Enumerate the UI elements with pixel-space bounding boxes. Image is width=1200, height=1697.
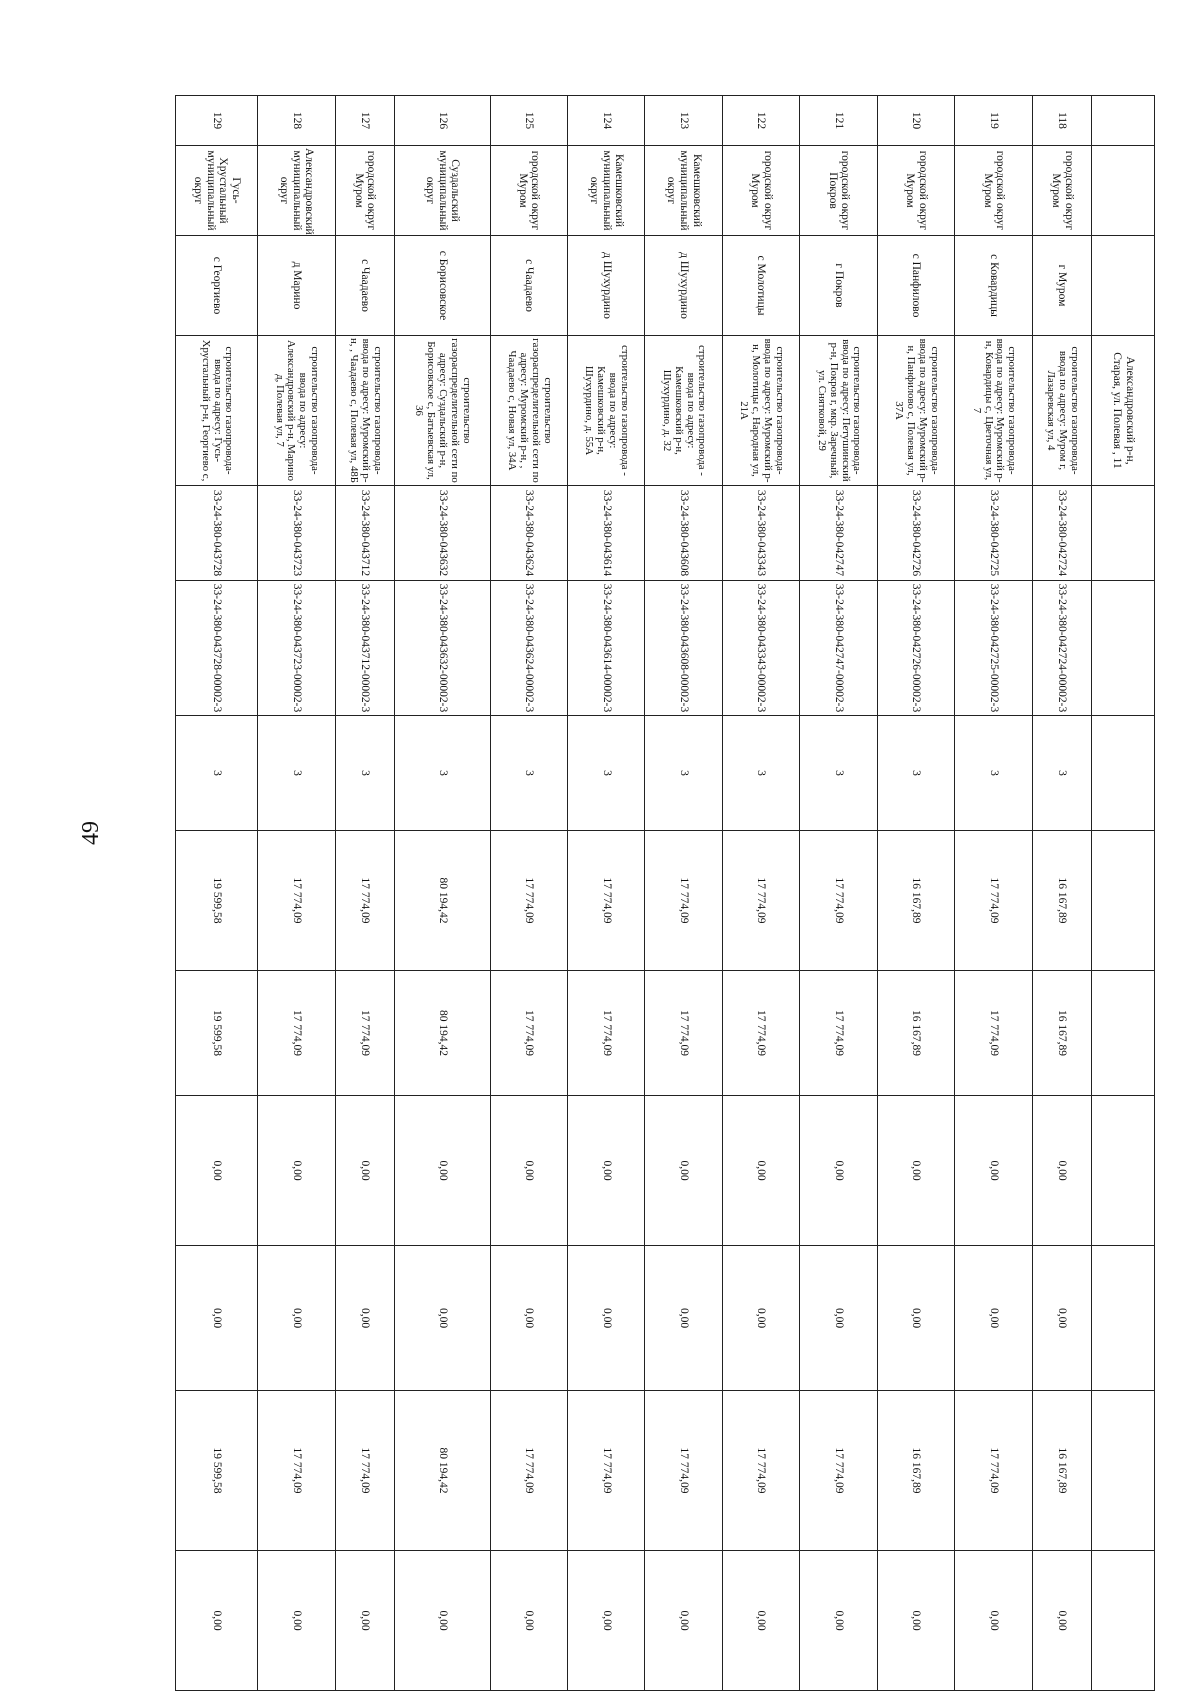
object-code-cell: 33-24-380-043723-00002-3 <box>258 581 335 716</box>
table-cell <box>1092 236 1155 336</box>
amount-4-cell: 0,00 <box>955 1246 1032 1391</box>
amount-5-cell: 80 194,42 <box>394 1391 490 1551</box>
page-number: 49 <box>78 821 104 845</box>
cadastre-number-cell: 33-24-380-043608 <box>645 486 722 581</box>
cadastre-number-cell: 33-24-380-042724 <box>1032 486 1091 581</box>
table-cell <box>1092 486 1155 581</box>
category-cell: 3 <box>568 716 645 831</box>
cadastre-number-cell: 33-24-380-043728 <box>176 486 258 581</box>
cadastre-number-cell: 33-24-380-042747 <box>800 486 877 581</box>
amount-2-cell: 16 167,89 <box>877 971 954 1096</box>
row-number-cell: 121 <box>800 96 877 146</box>
row-number-cell: 128 <box>258 96 335 146</box>
amount-6-cell: 0,00 <box>490 1551 567 1691</box>
amount-2-cell: 17 774,09 <box>645 971 722 1096</box>
amount-6-cell: 0,00 <box>258 1551 335 1691</box>
header-fragment: Александровский р-н, Старая, ул. Полевая , 11 <box>1092 336 1155 486</box>
settlement-cell: д Марино <box>258 236 335 336</box>
row-number-cell: 122 <box>722 96 799 146</box>
settlement-cell: с Молотицы <box>722 236 799 336</box>
municipality-cell: Александровский муниципальный округ <box>258 146 335 236</box>
cadastre-number-cell: 33-24-380-042725 <box>955 486 1032 581</box>
amount-2-cell: 17 774,09 <box>490 971 567 1096</box>
amount-3-cell: 0,00 <box>955 1096 1032 1246</box>
amount-2-cell: 17 774,09 <box>568 971 645 1096</box>
amount-total-cell: 17 774,09 <box>568 831 645 971</box>
object-code-cell: 33-24-380-043608-00002-3 <box>645 581 722 716</box>
settlement-cell: с Чаадаево <box>335 236 394 336</box>
municipality-cell: городской округ Муром <box>490 146 567 236</box>
row-number-cell: 129 <box>176 96 258 146</box>
cadastre-number-cell: 33-24-380-043343 <box>722 486 799 581</box>
amount-6-cell: 0,00 <box>335 1551 394 1691</box>
amount-4-cell: 0,00 <box>1032 1246 1091 1391</box>
table-row-previous <box>1092 96 1155 1691</box>
table-row <box>955 96 1032 1691</box>
work-description-cell: строительство газопровода-ввода по адресу: Муромский р-н, , Чаадаево с, Полевая ул, 48Б <box>335 336 394 486</box>
amount-5-cell: 17 774,09 <box>955 1391 1032 1551</box>
cadastre-number-cell: 33-24-380-043614 <box>568 486 645 581</box>
table-row <box>800 96 877 1691</box>
amount-5-cell: 17 774,09 <box>568 1391 645 1551</box>
object-code-cell: 33-24-380-042747-00002-3 <box>800 581 877 716</box>
work-description-cell: строительство газопровода - ввода по адресу: Камешковский р-н, Шухурдино, д. 32 <box>645 336 722 486</box>
table-cell <box>1092 96 1155 146</box>
amount-total-cell: 17 774,09 <box>258 831 335 971</box>
amount-3-cell: 0,00 <box>258 1096 335 1246</box>
amount-2-cell: 17 774,09 <box>955 971 1032 1096</box>
work-description-cell: строительство газопровода-ввода по адресу: Муромский р-н, Панфилово с, Полевая ул, 37А <box>877 336 954 486</box>
amount-5-cell: 17 774,09 <box>645 1391 722 1551</box>
table-row <box>394 96 490 1691</box>
municipality-cell: Камешковский муниципальный округ <box>568 146 645 236</box>
amount-4-cell: 0,00 <box>722 1246 799 1391</box>
amount-3-cell: 0,00 <box>335 1096 394 1246</box>
amount-5-cell: 16 167,89 <box>1032 1391 1091 1551</box>
amount-5-cell: 17 774,09 <box>335 1391 394 1551</box>
amount-5-cell: 19 599,58 <box>176 1391 258 1551</box>
row-number-cell: 118 <box>1032 96 1091 146</box>
amount-4-cell: 0,00 <box>394 1246 490 1391</box>
table-cell <box>1092 1096 1155 1246</box>
category-cell: 3 <box>394 716 490 831</box>
municipality-cell: городской округ Муром <box>722 146 799 236</box>
row-number-cell: 124 <box>568 96 645 146</box>
cadastre-number-cell: 33-24-380-042726 <box>877 486 954 581</box>
table-row <box>335 96 394 1691</box>
object-code-cell: 33-24-380-042726-00002-3 <box>877 581 954 716</box>
work-description-cell: строительство газопровода-ввода по адресу: Муромский р-н, Молотицы с, Народная ул, 21А <box>722 336 799 486</box>
category-cell: 3 <box>800 716 877 831</box>
amount-2-cell: 17 774,09 <box>722 971 799 1096</box>
object-code-cell: 33-24-380-043614-00002-3 <box>568 581 645 716</box>
amount-2-cell: 80 194,42 <box>394 971 490 1096</box>
category-cell: 3 <box>490 716 567 831</box>
amount-total-cell: 19 599,58 <box>176 831 258 971</box>
object-code-cell: 33-24-380-043632-00002-3 <box>394 581 490 716</box>
settlement-cell: д Шухурдино <box>645 236 722 336</box>
object-code-cell: 33-24-380-043712-00002-3 <box>335 581 394 716</box>
object-code-cell: 33-24-380-042725-00002-3 <box>955 581 1032 716</box>
settlement-cell: с Чаадаево <box>490 236 567 336</box>
work-description-cell: строительство газораспределительной сети по адресу: Муромский р-н, , Чаадаево с, Новая ул, 34А <box>490 336 567 486</box>
table-body <box>176 96 1155 1691</box>
amount-6-cell: 0,00 <box>394 1551 490 1691</box>
amount-total-cell: 17 774,09 <box>800 831 877 971</box>
category-cell: 3 <box>1032 716 1091 831</box>
municipality-cell: городской округ Муром <box>877 146 954 236</box>
settlement-cell: д Шухурдино <box>568 236 645 336</box>
amount-5-cell: 17 774,09 <box>800 1391 877 1551</box>
category-cell: 3 <box>645 716 722 831</box>
amount-3-cell: 0,00 <box>490 1096 567 1246</box>
table-cell <box>1092 1551 1155 1691</box>
amount-3-cell: 0,00 <box>568 1096 645 1246</box>
cadastre-number-cell: 33-24-380-043624 <box>490 486 567 581</box>
category-cell: 3 <box>877 716 954 831</box>
amount-4-cell: 0,00 <box>335 1246 394 1391</box>
amount-total-cell: 17 774,09 <box>645 831 722 971</box>
municipality-cell: городской округ Покров <box>800 146 877 236</box>
amount-5-cell: 17 774,09 <box>722 1391 799 1551</box>
amount-2-cell: 17 774,09 <box>800 971 877 1096</box>
amount-6-cell: 0,00 <box>722 1551 799 1691</box>
amount-total-cell: 16 167,89 <box>877 831 954 971</box>
amount-total-cell: 17 774,09 <box>490 831 567 971</box>
amount-3-cell: 0,00 <box>800 1096 877 1246</box>
amount-5-cell: 16 167,89 <box>877 1391 954 1551</box>
amount-4-cell: 0,00 <box>800 1246 877 1391</box>
work-description-cell: строительство газопровода-ввода по адресу: Муром г, Лазаревская ул, 4 <box>1032 336 1091 486</box>
table-row <box>645 96 722 1691</box>
table-row <box>568 96 645 1691</box>
row-number-cell: 127 <box>335 96 394 146</box>
amount-2-cell: 17 774,09 <box>335 971 394 1096</box>
settlement-cell: г Покров <box>800 236 877 336</box>
work-description-cell: строительство газораспределительной сети по адресу: Суздальский р-н, Борисовское с, Батыевская ул, 36 <box>394 336 490 486</box>
settlement-cell: с Ковардицы <box>955 236 1032 336</box>
amount-4-cell: 0,00 <box>258 1246 335 1391</box>
row-number-cell: 125 <box>490 96 567 146</box>
amount-3-cell: 0,00 <box>1032 1096 1091 1246</box>
table-row <box>722 96 799 1691</box>
category-cell: 3 <box>722 716 799 831</box>
object-code-cell: 33-24-380-043728-00002-3 <box>176 581 258 716</box>
amount-5-cell: 17 774,09 <box>490 1391 567 1551</box>
amount-3-cell: 0,00 <box>394 1096 490 1246</box>
work-description-cell: строительство газопровода - ввода по адресу: Камешковский р-н, Шухурдино, д. 55А <box>568 336 645 486</box>
amount-6-cell: 0,00 <box>176 1551 258 1691</box>
table-row <box>1032 96 1091 1691</box>
settlement-cell: с Панфилово <box>877 236 954 336</box>
municipality-cell: Гусь-Хрустальный муниципальный округ <box>176 146 258 236</box>
municipality-cell: Камешковский муниципальный округ <box>645 146 722 236</box>
rotated-table-wrapper <box>175 95 1155 1631</box>
work-description-cell: строительство газопровода-ввода по адресу: Александровский р-н, Марино д, Полевая ул, 7 <box>258 336 335 486</box>
table-cell <box>1092 581 1155 716</box>
amount-6-cell: 0,00 <box>568 1551 645 1691</box>
table-row <box>258 96 335 1691</box>
amount-6-cell: 0,00 <box>955 1551 1032 1691</box>
work-description-cell: строительство газопровода-ввода по адресу: Муромский р-н, Ковардицы с, Цветочная ул, 7 <box>955 336 1032 486</box>
table-row <box>176 96 258 1691</box>
table-row <box>490 96 567 1691</box>
amount-5-cell: 17 774,09 <box>258 1391 335 1551</box>
amount-total-cell: 17 774,09 <box>955 831 1032 971</box>
amount-2-cell: 16 167,89 <box>1032 971 1091 1096</box>
table-row <box>877 96 954 1691</box>
table-cell <box>1092 716 1155 831</box>
amount-4-cell: 0,00 <box>877 1246 954 1391</box>
municipality-cell: городской округ Муром <box>1032 146 1091 236</box>
amount-total-cell: 80 194,42 <box>394 831 490 971</box>
amount-3-cell: 0,00 <box>877 1096 954 1246</box>
amount-total-cell: 17 774,09 <box>722 831 799 971</box>
municipality-cell: городской округ Муром <box>335 146 394 236</box>
table-cell <box>1092 1391 1155 1551</box>
amount-total-cell: 17 774,09 <box>335 831 394 971</box>
row-number-cell: 123 <box>645 96 722 146</box>
amount-3-cell: 0,00 <box>722 1096 799 1246</box>
object-code-cell: 33-24-380-043343-00002-3 <box>722 581 799 716</box>
category-cell: 3 <box>335 716 394 831</box>
row-number-cell: 126 <box>394 96 490 146</box>
amount-4-cell: 0,00 <box>490 1246 567 1391</box>
object-code-cell: 33-24-380-042724-00002-3 <box>1032 581 1091 716</box>
settlement-cell: с Борисовское <box>394 236 490 336</box>
cadastre-number-cell: 33-24-380-043723 <box>258 486 335 581</box>
category-cell: 3 <box>955 716 1032 831</box>
table-cell <box>1092 1246 1155 1391</box>
category-cell: 3 <box>176 716 258 831</box>
amount-3-cell: 0,00 <box>176 1096 258 1246</box>
amount-2-cell: 17 774,09 <box>258 971 335 1096</box>
category-cell: 3 <box>258 716 335 831</box>
object-code-cell: 33-24-380-043624-00002-3 <box>490 581 567 716</box>
table-cell <box>1092 146 1155 236</box>
cadastre-number-cell: 33-24-380-043632 <box>394 486 490 581</box>
amount-6-cell: 0,00 <box>877 1551 954 1691</box>
data-table <box>175 95 1155 1691</box>
table-cell <box>1092 831 1155 971</box>
cadastre-number-cell: 33-24-380-043712 <box>335 486 394 581</box>
amount-6-cell: 0,00 <box>645 1551 722 1691</box>
amount-3-cell: 0,00 <box>645 1096 722 1246</box>
amount-total-cell: 16 167,89 <box>1032 831 1091 971</box>
settlement-cell: с Георгиево <box>176 236 258 336</box>
settlement-cell: г Муром <box>1032 236 1091 336</box>
amount-6-cell: 0,00 <box>800 1551 877 1691</box>
row-number-cell: 120 <box>877 96 954 146</box>
amount-4-cell: 0,00 <box>645 1246 722 1391</box>
municipality-cell: городской округ Муром <box>955 146 1032 236</box>
table-cell <box>1092 971 1155 1096</box>
amount-4-cell: 0,00 <box>176 1246 258 1391</box>
amount-4-cell: 0,00 <box>568 1246 645 1391</box>
amount-2-cell: 19 599,58 <box>176 971 258 1096</box>
work-description-cell: строительство газопровода-ввода по адресу: Петушинский р-н, Покров г, мкр. Заречный, ул. Снятковой, 29 <box>800 336 877 486</box>
amount-6-cell: 0,00 <box>1032 1551 1091 1691</box>
work-description-cell: строительство газопровода-ввода по адресу: Гусь-Хрустальный р-н, Георгиево с, <box>176 336 258 486</box>
municipality-cell: Суздальский муниципальный округ <box>394 146 490 236</box>
row-number-cell: 119 <box>955 96 1032 146</box>
